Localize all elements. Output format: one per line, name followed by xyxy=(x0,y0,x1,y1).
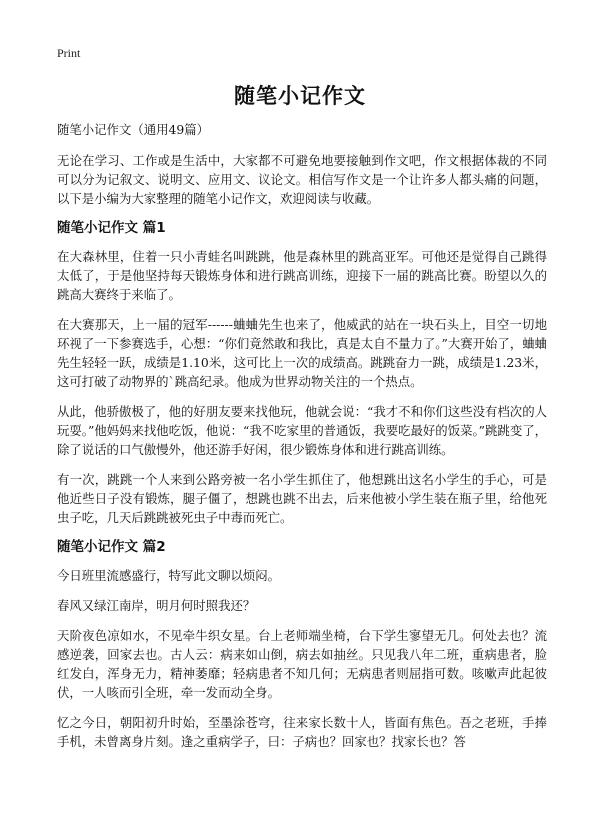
paragraph: 春风又绿江南岸，明月何时照我还？ xyxy=(57,598,256,613)
paragraph: 有一次，跳跳一个人来到公路旁被一名小学生抓住了，他想跳出这名小学生的手心，可是他近些日子没有锻炼，腿子僵了，想跳也跳不出去，后来他被小学生装在瓶子里，给他死虫子吃，几天后跳跳被死虫子中毒而死亡。 xyxy=(57,472,547,525)
article-subtitle: 随笔小记作文（通用49篇） xyxy=(57,122,210,137)
page-title: 随笔小记作文 xyxy=(234,84,366,108)
paragraph: 天阶夜色凉如水，不见牵牛织女星。台上老师端坐椅，台下学生寥望无几。何处去也？流感逆袭，回家去也。古人云：病来如山倒，病去如抽丝。只见我八年二班，重病患者，脸红发白，浑身无力，精神萎靡；轻病患者不知几何；无病患者则屈指可数。咳嗽声此起彼伏，一人咳而引全班，牵一发而动全身。 xyxy=(57,628,547,700)
paragraph: 忆之今日，朝阳初升时始，至墨涂苍穹，往来家长数十人，皆面有焦色。吾之老班，手捧手机，未曾离身片刻。逢之重病学子，曰：子病也？回家也？找家长也？答 xyxy=(57,715,547,749)
print-link[interactable]: Print xyxy=(57,46,81,60)
paragraph: 在大赛那天，上一届的冠军------蛐蛐先生也来了，他威武的站在一块石头上，目空一切地环视了一下参赛选手，心想：“你们竟然敢和我比，真是太自不量力了。”大赛开始了，蛐蛐先生轻轻一跃，成绩是1.10米，这可比上一次的成绩高。跳跳奋力一跳，成绩是1.23米，这可打破了动物界的`跳高纪录。他成为世界动物关注的一个热点。 xyxy=(57,317,547,389)
section-heading: 随笔小记作文 篇1 xyxy=(57,220,166,236)
paragraph: 从此，他骄傲极了，他的好朋友要来找他玩，他就会说：“我才不和你们这些没有档次的人玩耍。”他妈妈来找他吃饭，他说：“我不吃家里的普通饭，我要吃最好的饭菜。”跳跳变了，除了说话的口气傲慢外，他还游手好闲，很少锻炼身体和进行跳高训练。 xyxy=(57,404,547,457)
paragraph: 在大森林里，住着一只小青蛙名叫跳跳，他是森林里的跳高亚军。可他还是觉得自己跳得太低了，于是他坚持每天锻炼身体和进行跳高训练，迎接下一届的跳高比赛。盼望以久的跳高大赛终于来临了。 xyxy=(57,249,547,302)
paragraph: 今日班里流感盛行，特写此文聊以烦闷。 xyxy=(57,568,281,583)
intro-paragraph: 无论在学习、工作或是生活中，大家都不可避免地要接触到作文吧，作文根据体裁的不同可以分为记叙文、说明文、应用文、议论文。相信写作文是一个让许多人都头痛的问题，以下是小编为大家整理的随笔小记作文，欢迎阅读与收藏。 xyxy=(57,153,547,206)
section-heading: 随笔小记作文 篇2 xyxy=(57,539,166,555)
article-body xyxy=(57,120,547,762)
